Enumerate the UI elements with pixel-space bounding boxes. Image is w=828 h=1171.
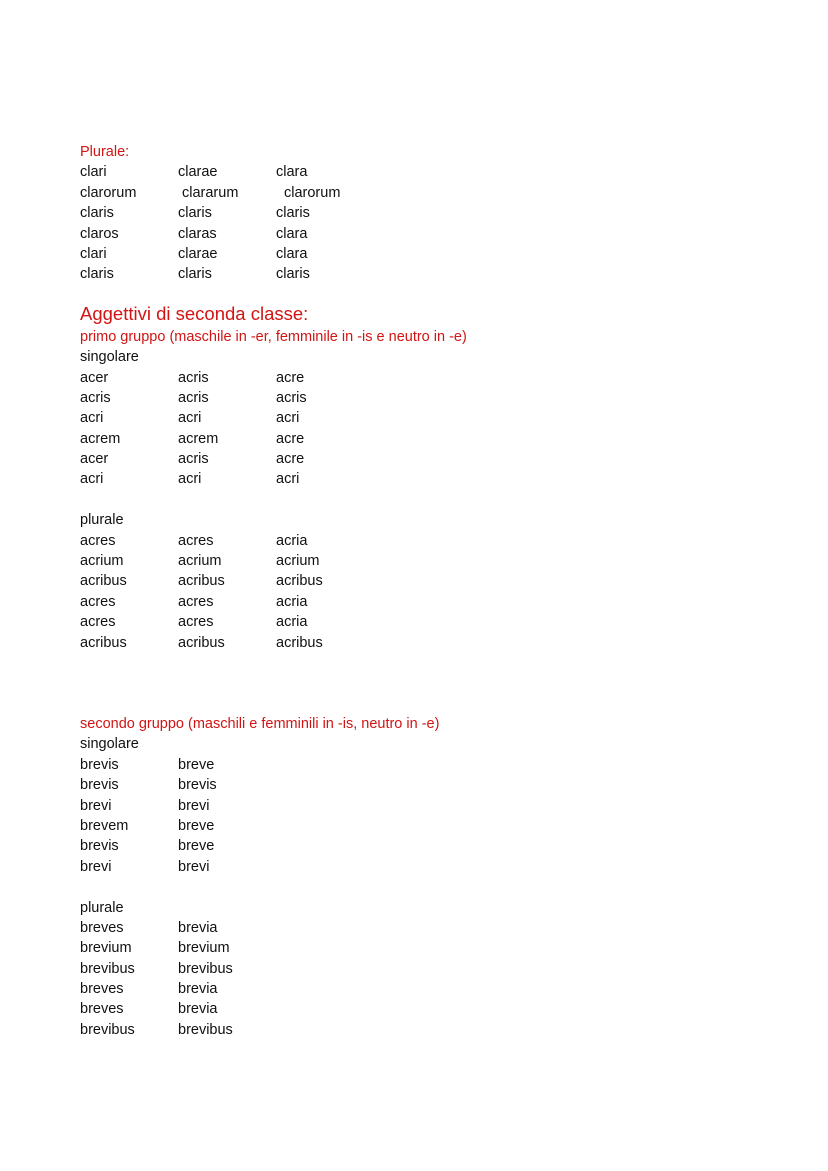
masculine-form: acer (80, 369, 109, 386)
feminine-form: acribus (178, 573, 225, 590)
masc-fem-form: brevis (80, 838, 119, 855)
neuter-form: acria (276, 614, 308, 631)
masculine-form: claros (80, 225, 119, 242)
plurale-label: plurale (80, 899, 124, 916)
table-row (80, 612, 780, 632)
secondo-singolare-table (80, 755, 780, 877)
neuter-form: brevia (178, 981, 218, 998)
table-row (80, 979, 780, 999)
neuter-form: brevia (178, 1001, 218, 1018)
table-row (80, 592, 780, 612)
masc-fem-form: brevi (80, 797, 112, 814)
table-row (80, 571, 780, 591)
masc-fem-form: breves (80, 919, 124, 936)
secondo-plurale-table (80, 918, 780, 1040)
feminine-form: acres (178, 593, 214, 610)
table-row (80, 999, 780, 1019)
masculine-form: acris (80, 389, 111, 406)
group-title: primo gruppo (maschile in -er, femminile in -is e neutro in -e) (80, 328, 467, 345)
table-row (80, 857, 780, 877)
masculine-form: acres (80, 593, 116, 610)
feminine-form: acris (178, 451, 209, 468)
table-row (80, 469, 780, 489)
primo-plurale-table (80, 531, 780, 653)
primo-singolare-table (80, 368, 780, 490)
plurale-label: plurale (80, 512, 124, 529)
neuter-form: brevi (178, 858, 210, 875)
table-row (80, 531, 780, 551)
table-row (80, 775, 780, 795)
table-row (80, 429, 780, 449)
neuter-form: breve (178, 756, 215, 773)
masculine-form: clari (80, 245, 107, 262)
table-row (80, 918, 780, 938)
masculine-form: acribus (80, 573, 127, 590)
singolare-label: singolare (80, 349, 139, 366)
masculine-form: acer (80, 451, 109, 468)
masc-fem-form: brevem (80, 817, 129, 834)
masculine-form: acres (80, 532, 116, 549)
masculine-form: acrem (80, 430, 121, 447)
feminine-form: acribus (178, 634, 225, 651)
neuter-form: brevis (178, 777, 217, 794)
table-row (80, 938, 780, 958)
neuter-form: brevium (178, 940, 230, 957)
feminine-form: acres (178, 614, 214, 631)
feminine-form: acris (178, 369, 209, 386)
neuter-form: acri (276, 410, 300, 427)
table-row (80, 368, 780, 388)
masculine-form: acribus (80, 634, 127, 651)
masculine-form: claris (80, 205, 114, 222)
masc-fem-form: breves (80, 981, 124, 998)
table-row (80, 224, 780, 244)
masc-fem-form: breves (80, 1001, 124, 1018)
table-row (80, 203, 780, 223)
feminine-form: claras (178, 225, 217, 242)
neuter-form: acre (276, 369, 305, 386)
feminine-form: acres (178, 532, 214, 549)
neuter-form: acris (276, 389, 307, 406)
table-row (80, 551, 780, 571)
masculine-form: clari (80, 164, 107, 181)
feminine-form: clarae (178, 245, 218, 262)
masculine-form: acrium (80, 553, 124, 570)
neuter-form: acre (276, 430, 305, 447)
masculine-form: claris (80, 266, 114, 283)
masc-fem-form: brevis (80, 756, 119, 773)
neuter-form: brevia (178, 919, 218, 936)
table-row (80, 449, 780, 469)
neuter-form: brevibus (178, 960, 233, 977)
section-title: Aggettivi di seconda classe: (80, 302, 309, 324)
feminine-form: acri (178, 471, 202, 488)
masculine-form: acri (80, 471, 104, 488)
table-row (80, 959, 780, 979)
neuter-form: claris (276, 266, 310, 283)
table-row (80, 796, 780, 816)
neuter-form: acribus (276, 573, 323, 590)
masc-fem-form: brevis (80, 777, 119, 794)
table-row (80, 162, 780, 182)
neuter-form: acria (276, 532, 308, 549)
masculine-form: acri (80, 410, 104, 427)
feminine-form: acris (178, 389, 209, 406)
neuter-form: acria (276, 593, 308, 610)
table-row (80, 408, 780, 428)
feminine-form: acrium (178, 553, 222, 570)
plurale-header: Plurale: (80, 144, 130, 160)
masc-fem-form: brevibus (80, 960, 135, 977)
neuter-form: acre (276, 451, 305, 468)
table-row (80, 755, 780, 775)
neuter-form: clara (276, 245, 308, 262)
table-row (80, 388, 780, 408)
neuter-form: brevibus (178, 1021, 233, 1038)
table-row (80, 264, 780, 284)
neuter-form: breve (178, 817, 215, 834)
neuter-form: acrium (276, 553, 320, 570)
neuter-form: brevi (178, 797, 210, 814)
feminine-form: clarae (178, 164, 218, 181)
neuter-form: acribus (276, 634, 323, 651)
singolare-label: singolare (80, 736, 139, 753)
neuter-form: breve (178, 838, 215, 855)
neuter-form: claris (276, 205, 310, 222)
table-row (80, 183, 780, 203)
masculine-form: acres (80, 614, 116, 631)
neuter-form: acri (276, 471, 300, 488)
feminine-form: claris (178, 266, 212, 283)
group-title: secondo gruppo (maschili e femminili in -is, neutro in -e) (80, 715, 440, 732)
feminine-form: acri (178, 410, 202, 427)
neuter-form: clara (276, 164, 308, 181)
table-row (80, 816, 780, 836)
table-row (80, 836, 780, 856)
document-page (80, 142, 780, 1040)
masc-fem-form: brevi (80, 858, 112, 875)
table-row (80, 633, 780, 653)
masc-fem-form: brevibus (80, 1021, 135, 1038)
neuter-form: clarorum (284, 184, 341, 201)
table-row (80, 1020, 780, 1040)
feminine-form: claris (178, 205, 212, 222)
masc-fem-form: brevium (80, 940, 132, 957)
masculine-form: clarorum (80, 184, 137, 201)
plurale-table (80, 162, 780, 284)
neuter-form: clara (276, 225, 308, 242)
feminine-form: clararum (182, 184, 239, 201)
table-row (80, 244, 780, 264)
feminine-form: acrem (178, 430, 219, 447)
